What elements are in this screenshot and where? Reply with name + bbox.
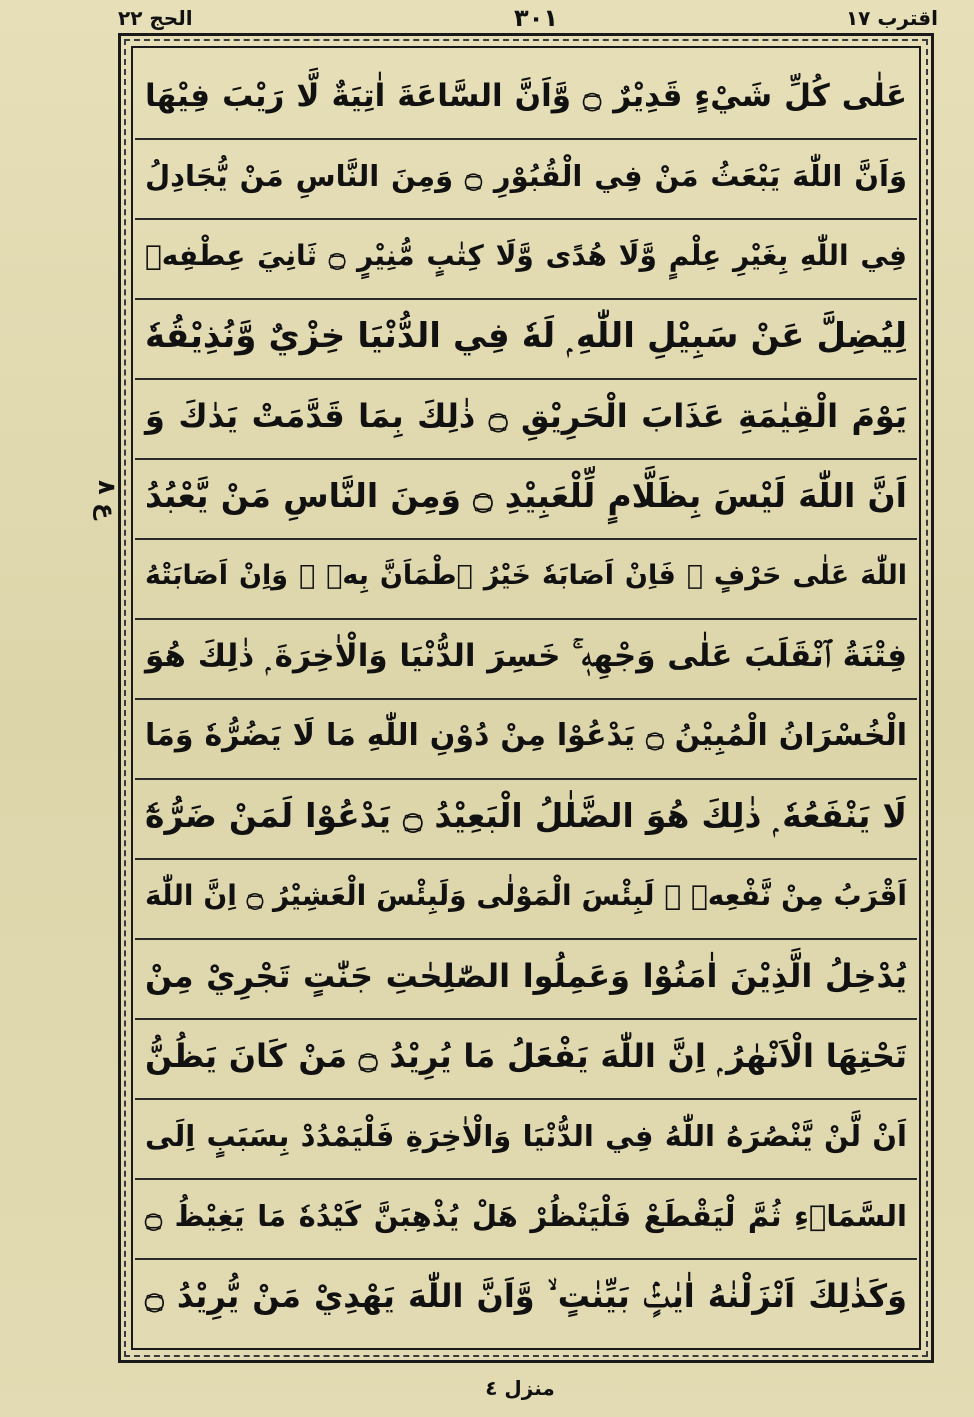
text-line: فِتْنَةُ ٱنْقَلَبَ عَلٰى وَجْهِهٖ ۚ خَسِرَ الدُّنْيَا وَالْاٰخِرَةَ ۭ ذٰلِكَ هُوَ (135, 620, 917, 700)
page-number: ٣٠١ (514, 4, 558, 32)
surah-label: الحج ٢٢ (118, 6, 193, 30)
text-block (135, 60, 917, 1342)
text-line: يُدْخِلُ الَّذِيْنَ اٰمَنُوْا وَعَمِلُوا الصّٰلِحٰتِ جَنّٰتٍ تَجْرِيْ مِنْ (135, 940, 917, 1020)
text-line: اللّٰهَ عَلٰى حَرْفٍ ۚ فَاِنْ اَصَابَهٗ خَيْرُ ٱطْمَاَنَّ بِهٖ ۚ وَاِنْ اَصَابَتْهُ (135, 540, 917, 620)
text-line: عَلٰى كُلِّ شَيْءٍ قَدِيْرٌ ۝ وَّاَنَّ السَّاعَةَ اٰتِيَةٌ لَّا رَيْبَ فِيْهَا (135, 60, 917, 140)
manzil-label: منزل ٤ (485, 1376, 555, 1400)
text-line: تَحْتِهَا الْاَنْهٰرُ ۭ اِنَّ اللّٰهَ يَفْعَلُ مَا يُرِيْدُ ۝ مَنْ كَانَ يَظُنُّ (135, 1020, 917, 1100)
text-line: وَاَنَّ اللّٰهَ يَبْعَثُ مَنْ فِي الْقُبُوْرِ ۝ وَمِنَ النَّاسِ مَنْ يُّجَادِلُ (135, 140, 917, 220)
text-line: فِي اللّٰهِ بِغَيْرِ عِلْمٍ وَّلَا هُدًى وَّلَا كِتٰبٍ مُّنِيْرٍ ۝ ثَانِيَ عِطْفِهٖ (135, 220, 917, 300)
text-line: اَنَّ اللّٰهَ لَيْسَ بِظَلَّامٍ لِّلْعَبِيْدِ ۝ وَمِنَ النَّاسِ مَنْ يَّعْبُدُ (135, 460, 917, 540)
text-line: السَّمَاۗءِ ثُمَّ لْيَقْطَعْ فَلْيَنْظُرْ هَلْ يُذْهِبَنَّ كَيْدُهٗ مَا يَغِيْظُ ۝ (135, 1180, 917, 1260)
text-line: الْخُسْرَانُ الْمُبِيْنُ ۝ يَدْعُوْا مِنْ دُوْنِ اللّٰهِ مَا لَا يَضُرُّهٗ وَمَا (135, 700, 917, 780)
text-line: اَقْرَبُ مِنْ نَّفْعِهٖ ۭ لَبِئْسَ الْمَوْلٰى وَلَبِئْسَ الْعَشِيْرُ ۝ اِنَّ اللّٰهَ (135, 860, 917, 940)
ruku-marker: ع ٨ (93, 480, 121, 520)
text-line: اَنْ لَّنْ يَّنْصُرَهُ اللّٰهُ فِي الدُّنْيَا وَالْاٰخِرَةِ فَلْيَمْدُدْ بِسَبَبٍ اِلَى (135, 1100, 917, 1180)
juz-label: اقترب ١٧ (845, 6, 938, 30)
page-header (118, 4, 938, 32)
text-line: لِيُضِلَّ عَنْ سَبِيْلِ اللّٰهِ ۭ لَهٗ فِي الدُّنْيَا خِزْيٌ وَّنُذِيْقُهٗ (135, 300, 917, 380)
text-line: لَا يَنْفَعُهٗ ۭ ذٰلِكَ هُوَ الضَّلٰلُ الْبَعِيْدُ ۝ يَدْعُوْا لَمَنْ ضَرُّهٗٓ (135, 780, 917, 860)
text-line: يَوْمَ الْقِيٰمَةِ عَذَابَ الْحَرِيْقِ ۝ ذٰلِكَ بِمَا قَدَّمَتْ يَدٰكَ وَ (135, 380, 917, 460)
text-line: وَكَذٰلِكَ اَنْزَلْنٰهُ اٰيٰتٍۢ بَيِّنٰتٍ ۙ وَّاَنَّ اللّٰهَ يَهْدِيْ مَنْ يُّرِيْدُ ۝ (145, 1277, 907, 1315)
